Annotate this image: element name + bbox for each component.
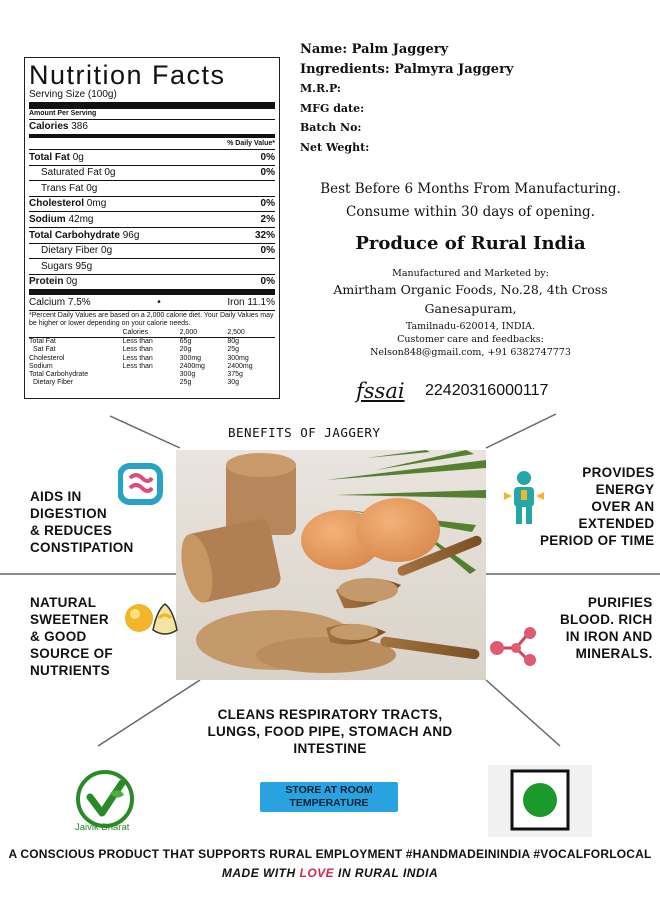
benefits-title: BENEFITS OF JAGGERY [228, 425, 381, 440]
love-word: LOVE [299, 866, 335, 880]
nutrient-label: Total Carbohydrate 96g [29, 229, 140, 241]
tagline: A CONSCIOUS PRODUCT THAT SUPPORTS RURAL EMPLOYMENT #HANDMADEININDIA #VOCALFORLOCAL [8, 847, 652, 861]
nutrient-label: Protein 0g [29, 276, 78, 288]
fssai-logo: fssai [356, 379, 405, 403]
product-ingredients: Ingredients: Palmyra Jaggery [300, 61, 514, 77]
dv-table-cell: 25g [179, 379, 192, 387]
dv-table-cell: Less than [122, 354, 153, 362]
jaivik-bharat-label: Jaivik Bharat [75, 822, 130, 833]
fssai-number: 22420316000117 [425, 382, 549, 399]
product-net-weight: Net Weght: [300, 140, 370, 154]
contact: Nelson848@gmail.com, +91 6382747773 [370, 347, 571, 358]
dv-table-cell: 20g [179, 346, 192, 354]
nutrition-footnote: *Percent Daily Values are based on a 2,000 calorie diet. Your Daily Values may be higher or lower depending on your calorie needs. [29, 311, 274, 327]
energy-person-icon [502, 470, 546, 526]
veg-symbol-box [488, 765, 592, 837]
serving-size: Serving Size (100g) [29, 89, 275, 109]
nutrient-label: Sugars 95g [41, 260, 93, 272]
dv-table-cell: 2400mg [179, 362, 205, 370]
iron-molecule-icon [488, 624, 540, 668]
nutrient-dv: 32% [254, 229, 275, 241]
calories-label: Calories [29, 120, 69, 132]
dv-table-cell: Total Carbohydrate [29, 370, 89, 378]
amount-per-serving: Amount Per Serving [29, 109, 275, 120]
dv-table-cell: Total Fat [29, 338, 56, 346]
dv-table-cell: Cholesterol [29, 354, 65, 362]
veg-symbol-icon [488, 765, 592, 837]
nutrition-title: Nutrition Facts [29, 60, 226, 90]
customer-care: Customer care and feedbacks: [397, 334, 544, 345]
dv-table-cell: 2400mg [227, 362, 253, 370]
dv-table-cell: Sat Fat [33, 346, 56, 354]
company-place: Ganesapuram, [424, 301, 517, 316]
nutrient-label: Cholesterol 0mg [29, 198, 107, 210]
benefit-digestion: AIDS IN DIGESTION & REDUCES CONSTIPATION [30, 489, 134, 555]
bullet: • [157, 297, 161, 309]
dv-table-cell: 2,500 [227, 329, 275, 338]
dv-table-cell: Less than [122, 346, 153, 354]
benefit-respiratory: CLEANS RESPIRATORY TRACTS, LUNGS, FOOD PIPE, STOMACH AND INTESTINE [207, 707, 453, 756]
dv-table-cell: 65g [179, 338, 192, 346]
calories-value: 386 [71, 120, 88, 132]
dv-table-cell: Less than [122, 362, 153, 370]
dv-table-cell: Less than [122, 338, 153, 346]
consume-within: Consume within 30 days of opening. [346, 204, 595, 220]
dv-table-cell: 300mg [227, 354, 249, 362]
nutrient-dv: 0% [260, 276, 275, 288]
sweetner-icon [123, 598, 179, 642]
dv-table-cell: 80g [227, 338, 239, 346]
dv-table-cell: Calories [122, 329, 179, 338]
benefit-sweetner: NATURAL SWEETNER & GOOD SOURCE OF NUTRIENTS [30, 595, 113, 678]
product-name: Name: Palm Jaggery [300, 42, 449, 57]
jaggery-photo [176, 450, 486, 680]
product-mfg-date: MFG date: [300, 101, 365, 115]
made-with-love: MADE WITH LOVE IN RURAL INDIA [221, 866, 439, 880]
nutrient-label: Dietary Fiber 0g [41, 245, 113, 257]
nutrient-label: Sodium 42mg [29, 214, 94, 226]
nutrient-dv: 0% [260, 198, 275, 210]
dv-table-cell: 25g [227, 346, 239, 354]
calcium-value: Calcium 7.5% [29, 297, 91, 309]
product-batch: Batch No: [300, 121, 362, 134]
line-top-left [110, 416, 180, 448]
line-top-right [486, 414, 556, 448]
best-before: Best Before 6 Months From Manufacturing. [320, 181, 621, 197]
produce-of-rural-india: Produce of Rural India [355, 233, 586, 254]
dv-table-cell: 300g [179, 370, 196, 378]
product-mrp: M.R.P: [300, 82, 341, 95]
company-address: Amirtham Organic Foods, No.28, 4th Cross [333, 282, 608, 297]
intestine-icon [118, 462, 164, 506]
dv-table-cell: 375g [227, 370, 243, 378]
nutrient-dv: 2% [260, 214, 275, 226]
dv-table-cell: Sodium [29, 362, 53, 370]
iron-value: Iron 11.1% [227, 297, 275, 309]
nutrient-label: Saturated Fat 0g [41, 167, 116, 179]
benefit-blood: PURIFIES BLOOD. RICH IN IRON AND MINERALS. [560, 595, 653, 661]
nutrient-label: Trans Fat 0g [41, 182, 98, 194]
manufactured-by: Manufactured and Marketed by: [392, 268, 549, 279]
nutrient-label: Total Fat 0g [29, 151, 84, 163]
nutrient-dv: 0% [260, 151, 275, 163]
nutrient-dv: 0% [260, 245, 275, 257]
dv-table-cell: 2,000 [180, 329, 228, 338]
benefit-energy: PROVIDES ENERGY OVER AN EXTENDED PERIOD OF TIME [540, 465, 655, 548]
company-state: Tamilnadu-620014, INDIA. [405, 321, 536, 332]
dv-table-cell: 300mg [179, 354, 202, 362]
dv-table-cell: Dietary Fiber [33, 379, 74, 387]
daily-value-header: % Daily Value* [29, 138, 275, 150]
store-at-room-temperature-badge: STORE AT ROOM TEMPERATURE [260, 782, 398, 812]
dv-table-cell: 30g [227, 379, 239, 387]
nutrient-dv: 0% [260, 167, 275, 179]
